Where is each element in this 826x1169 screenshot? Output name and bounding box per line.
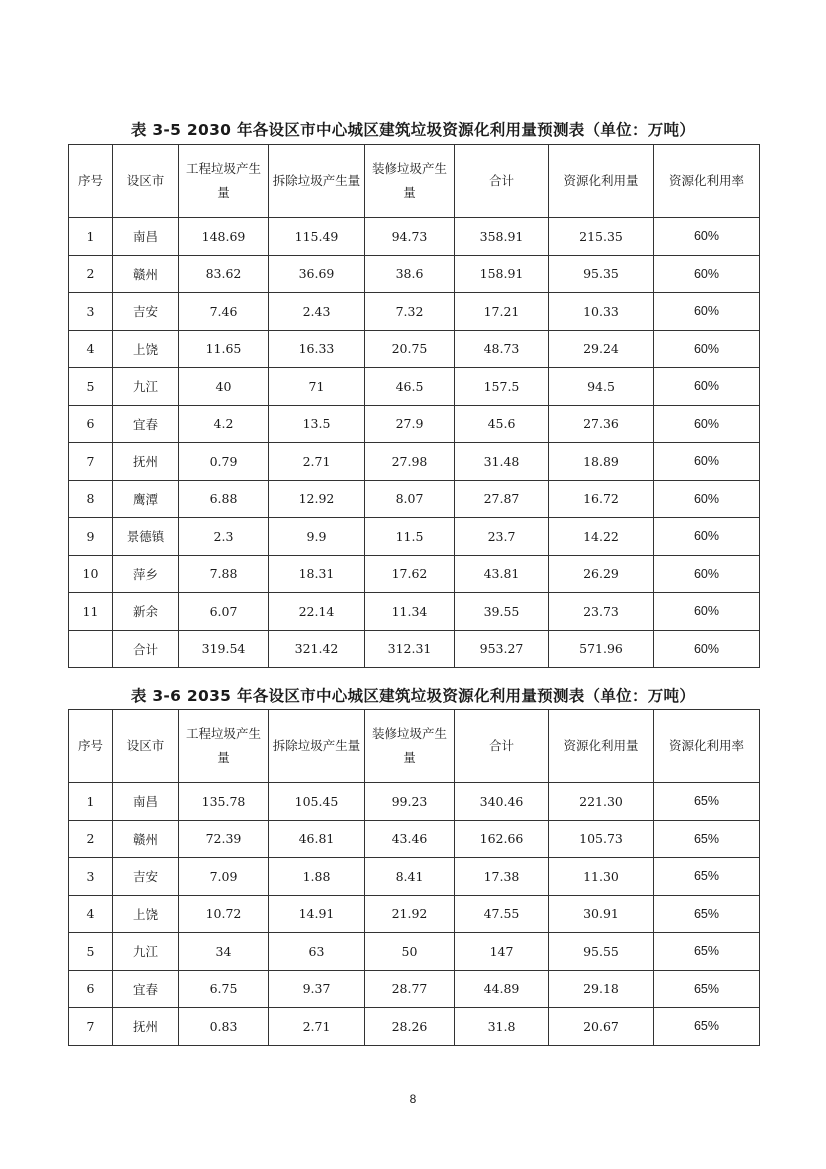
cell-demolition: 12.92 [269, 480, 365, 518]
cell-seq [69, 630, 113, 668]
cell-utilization: 18.89 [549, 443, 654, 481]
table-row [69, 405, 760, 443]
cell-utilization: 23.73 [549, 593, 654, 631]
cell-total: 44.89 [455, 970, 549, 1008]
cell-rate: 60% [654, 293, 760, 331]
cell-engineering: 0.83 [179, 1008, 269, 1046]
cell-rate: 65% [654, 933, 760, 971]
cell-demolition: 2.71 [269, 1008, 365, 1046]
cell-decoration: 27.9 [365, 405, 455, 443]
cell-utilization: 105.73 [549, 820, 654, 858]
cell-engineering: 4.2 [179, 405, 269, 443]
cell-utilization: 221.30 [549, 783, 654, 821]
cell-total: 39.55 [455, 593, 549, 631]
table-row [69, 293, 760, 331]
cell-demolition: 2.71 [269, 443, 365, 481]
cell-engineering: 7.09 [179, 858, 269, 896]
cell-decoration: 43.46 [365, 820, 455, 858]
cell-rate: 60% [654, 630, 760, 668]
table-3-6 [68, 709, 760, 1046]
header-rate: 资源化利用率 [654, 145, 760, 218]
cell-demolition: 36.69 [269, 255, 365, 293]
cell-decoration: 7.32 [365, 293, 455, 331]
cell-utilization: 95.35 [549, 255, 654, 293]
cell-seq: 7 [69, 1008, 113, 1046]
cell-seq: 6 [69, 405, 113, 443]
cell-engineering: 40 [179, 368, 269, 406]
table-row [69, 783, 760, 821]
cell-decoration: 46.5 [365, 368, 455, 406]
cell-city: 景德镇 [113, 518, 179, 556]
cell-demolition: 115.49 [269, 218, 365, 256]
cell-decoration: 8.41 [365, 858, 455, 896]
cell-engineering: 6.07 [179, 593, 269, 631]
cell-utilization: 29.18 [549, 970, 654, 1008]
cell-engineering: 2.3 [179, 518, 269, 556]
table-row [69, 368, 760, 406]
cell-seq: 6 [69, 970, 113, 1008]
cell-decoration: 17.62 [365, 555, 455, 593]
cell-engineering: 148.69 [179, 218, 269, 256]
cell-seq: 5 [69, 933, 113, 971]
table-3-6-title: 表 3-6 2035 年各设区市中心城区建筑垃圾资源化利用量预测表（单位：万吨） [130, 687, 696, 705]
cell-city: 南昌 [113, 218, 179, 256]
header-total: 合计 [455, 145, 549, 218]
cell-engineering: 83.62 [179, 255, 269, 293]
header-utilization: 资源化利用量 [549, 145, 654, 218]
cell-seq: 3 [69, 293, 113, 331]
cell-city: 赣州 [113, 820, 179, 858]
cell-rate: 60% [654, 330, 760, 368]
cell-demolition: 2.43 [269, 293, 365, 331]
cell-city: 九江 [113, 368, 179, 406]
cell-seq: 1 [69, 783, 113, 821]
cell-city: 萍乡 [113, 555, 179, 593]
header-demolition: 拆除垃圾产生量 [269, 145, 365, 218]
cell-total: 47.55 [455, 895, 549, 933]
cell-decoration: 11.5 [365, 518, 455, 556]
header-engineering: 工程垃圾产生量 [179, 710, 269, 783]
cell-seq: 4 [69, 330, 113, 368]
cell-rate: 60% [654, 405, 760, 443]
header-rate: 资源化利用率 [654, 710, 760, 783]
cell-utilization: 215.35 [549, 218, 654, 256]
cell-engineering: 72.39 [179, 820, 269, 858]
cell-rate: 60% [654, 368, 760, 406]
cell-total: 27.87 [455, 480, 549, 518]
cell-rate: 60% [654, 555, 760, 593]
cell-utilization: 27.36 [549, 405, 654, 443]
cell-total: 147 [455, 933, 549, 971]
cell-total: 953.27 [455, 630, 549, 668]
cell-utilization: 94.5 [549, 368, 654, 406]
cell-rate: 60% [654, 480, 760, 518]
cell-demolition: 46.81 [269, 820, 365, 858]
cell-rate: 60% [654, 518, 760, 556]
cell-decoration: 94.73 [365, 218, 455, 256]
table-row [69, 518, 760, 556]
table-row [69, 555, 760, 593]
cell-utilization: 571.96 [549, 630, 654, 668]
header-demolition: 拆除垃圾产生量 [269, 710, 365, 783]
cell-city: 宜春 [113, 405, 179, 443]
cell-rate: 65% [654, 895, 760, 933]
header-decoration: 装修垃圾产生量 [365, 710, 455, 783]
cell-demolition: 1.88 [269, 858, 365, 896]
cell-decoration: 28.26 [365, 1008, 455, 1046]
header-city: 设区市 [113, 145, 179, 218]
cell-demolition: 22.14 [269, 593, 365, 631]
cell-city: 抚州 [113, 1008, 179, 1046]
cell-demolition: 9.37 [269, 970, 365, 1008]
cell-city: 吉安 [113, 858, 179, 896]
table-row [69, 443, 760, 481]
cell-utilization: 95.55 [549, 933, 654, 971]
table-row [69, 218, 760, 256]
cell-seq: 8 [69, 480, 113, 518]
cell-decoration: 99.23 [365, 783, 455, 821]
cell-seq: 1 [69, 218, 113, 256]
cell-city: 抚州 [113, 443, 179, 481]
cell-city: 赣州 [113, 255, 179, 293]
cell-rate: 60% [654, 255, 760, 293]
cell-demolition: 105.45 [269, 783, 365, 821]
cell-seq: 2 [69, 255, 113, 293]
cell-decoration: 27.98 [365, 443, 455, 481]
cell-city: 上饶 [113, 895, 179, 933]
cell-city: 鹰潭 [113, 480, 179, 518]
cell-rate: 60% [654, 593, 760, 631]
cell-total: 340.46 [455, 783, 549, 821]
table-header-row [69, 145, 760, 218]
cell-demolition: 9.9 [269, 518, 365, 556]
cell-utilization: 10.33 [549, 293, 654, 331]
cell-rate: 65% [654, 783, 760, 821]
cell-decoration: 20.75 [365, 330, 455, 368]
cell-engineering: 135.78 [179, 783, 269, 821]
cell-engineering: 6.88 [179, 480, 269, 518]
cell-decoration: 312.31 [365, 630, 455, 668]
table-row [69, 1008, 760, 1046]
cell-total: 31.48 [455, 443, 549, 481]
cell-total: 45.6 [455, 405, 549, 443]
cell-utilization: 16.72 [549, 480, 654, 518]
table-row [69, 858, 760, 896]
cell-seq: 9 [69, 518, 113, 556]
cell-decoration: 8.07 [365, 480, 455, 518]
header-engineering: 工程垃圾产生量 [179, 145, 269, 218]
cell-seq: 10 [69, 555, 113, 593]
cell-utilization: 14.22 [549, 518, 654, 556]
cell-engineering: 10.72 [179, 895, 269, 933]
cell-total: 31.8 [455, 1008, 549, 1046]
cell-engineering: 6.75 [179, 970, 269, 1008]
cell-utilization: 11.30 [549, 858, 654, 896]
cell-total: 48.73 [455, 330, 549, 368]
header-utilization: 资源化利用量 [549, 710, 654, 783]
table-row [69, 255, 760, 293]
cell-demolition: 71 [269, 368, 365, 406]
cell-city: 上饶 [113, 330, 179, 368]
table-row [69, 895, 760, 933]
cell-total: 17.38 [455, 858, 549, 896]
cell-utilization: 20.67 [549, 1008, 654, 1046]
cell-engineering: 34 [179, 933, 269, 971]
table-3-5-title: 表 3-5 2030 年各设区市中心城区建筑垃圾资源化利用量预测表（单位：万吨） [130, 121, 696, 139]
header-seq: 序号 [69, 145, 113, 218]
cell-city: 宜春 [113, 970, 179, 1008]
cell-seq: 5 [69, 368, 113, 406]
cell-total: 23.7 [455, 518, 549, 556]
cell-engineering: 7.88 [179, 555, 269, 593]
table-3-5 [68, 144, 760, 668]
cell-decoration: 11.34 [365, 593, 455, 631]
cell-decoration: 38.6 [365, 255, 455, 293]
cell-city: 吉安 [113, 293, 179, 331]
cell-rate: 60% [654, 218, 760, 256]
header-city: 设区市 [113, 710, 179, 783]
cell-total: 43.81 [455, 555, 549, 593]
cell-city: 九江 [113, 933, 179, 971]
cell-demolition: 16.33 [269, 330, 365, 368]
table-row [69, 630, 760, 668]
cell-seq: 3 [69, 858, 113, 896]
cell-city: 新余 [113, 593, 179, 631]
cell-seq: 2 [69, 820, 113, 858]
table-row [69, 593, 760, 631]
cell-demolition: 13.5 [269, 405, 365, 443]
table-header-row [69, 710, 760, 783]
cell-total: 162.66 [455, 820, 549, 858]
cell-rate: 65% [654, 858, 760, 896]
table-row [69, 970, 760, 1008]
table-row [69, 933, 760, 971]
cell-demolition: 14.91 [269, 895, 365, 933]
cell-seq: 11 [69, 593, 113, 631]
header-total: 合计 [455, 710, 549, 783]
page-number: 8 [409, 1092, 417, 1106]
cell-engineering: 0.79 [179, 443, 269, 481]
cell-demolition: 321.42 [269, 630, 365, 668]
cell-seq: 4 [69, 895, 113, 933]
cell-rate: 60% [654, 443, 760, 481]
cell-demolition: 63 [269, 933, 365, 971]
header-decoration: 装修垃圾产生量 [365, 145, 455, 218]
cell-engineering: 319.54 [179, 630, 269, 668]
table-row [69, 480, 760, 518]
cell-rate: 65% [654, 1008, 760, 1046]
cell-decoration: 21.92 [365, 895, 455, 933]
cell-city: 南昌 [113, 783, 179, 821]
header-seq: 序号 [69, 710, 113, 783]
cell-total: 157.5 [455, 368, 549, 406]
cell-seq: 7 [69, 443, 113, 481]
cell-demolition: 18.31 [269, 555, 365, 593]
cell-utilization: 30.91 [549, 895, 654, 933]
cell-rate: 65% [654, 970, 760, 1008]
cell-total: 358.91 [455, 218, 549, 256]
cell-rate: 65% [654, 820, 760, 858]
table-row [69, 330, 760, 368]
table-row [69, 820, 760, 858]
cell-total: 158.91 [455, 255, 549, 293]
cell-decoration: 50 [365, 933, 455, 971]
cell-engineering: 7.46 [179, 293, 269, 331]
cell-total: 17.21 [455, 293, 549, 331]
cell-utilization: 26.29 [549, 555, 654, 593]
cell-utilization: 29.24 [549, 330, 654, 368]
cell-decoration: 28.77 [365, 970, 455, 1008]
cell-engineering: 11.65 [179, 330, 269, 368]
cell-city: 合计 [113, 630, 179, 668]
